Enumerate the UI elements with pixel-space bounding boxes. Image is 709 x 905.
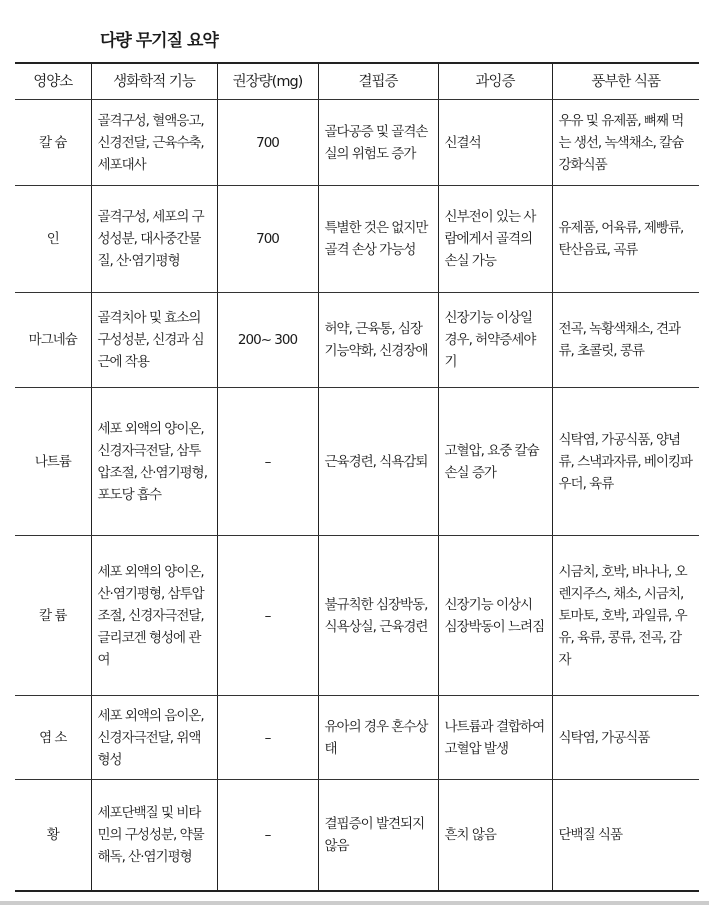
cell-foods: 유제품, 어육류, 제빵류, 탄산음료, 곡류 xyxy=(552,186,699,293)
cell-foods: 식탁염, 가공식품 xyxy=(552,696,699,780)
cell-recommended: – xyxy=(217,696,318,780)
cell-function: 세포 외액의 음이온, 신경자극전달, 위액형성 xyxy=(91,696,217,780)
cell-foods: 시금치, 호박, 바나나, 오렌지주스, 채소, 시금치, 토마토, 호박, 과일류, 우유, 육류, 콩류, 전곡, 감자 xyxy=(552,536,699,696)
header-nutrient: 영양소 xyxy=(15,63,91,100)
cell-nutrient: 인 xyxy=(15,186,91,293)
cell-nutrient: 칼 륨 xyxy=(15,536,91,696)
cell-recommended: – xyxy=(217,388,318,536)
cell-foods: 전곡, 녹황색채소, 견과류, 초콜릿, 콩류 xyxy=(552,293,699,388)
cell-recommended: 200~ 300 xyxy=(217,293,318,388)
header-deficiency: 결핍증 xyxy=(318,63,438,100)
header-recommended: 권장량(mg) xyxy=(217,63,318,100)
table-row xyxy=(15,388,699,536)
cell-foods: 우유 및 유제품, 뼈째 먹는 생선, 녹색채소, 칼슘강화식품 xyxy=(552,100,699,186)
table-row xyxy=(15,100,699,186)
cell-deficiency: 근육경련, 식욕감퇴 xyxy=(318,388,438,536)
cell-excess: 신장기능 이상일 경우, 허약증세야기 xyxy=(438,293,552,388)
cell-excess: 고혈압, 요중 칼슘 손실 증가 xyxy=(438,388,552,536)
cell-function: 골격구성, 세포의 구성성분, 대사중간물질, 산·염기평형 xyxy=(91,186,217,293)
cell-recommended: 700 xyxy=(217,100,318,186)
cell-excess: 신장기능 이상시 심장박동이 느려짐 xyxy=(438,536,552,696)
table-header-row xyxy=(15,63,699,100)
header-excess: 과잉증 xyxy=(438,63,552,100)
page-bottom-edge xyxy=(0,901,709,905)
cell-deficiency: 허약, 근육통, 심장기능약화, 신경장애 xyxy=(318,293,438,388)
cell-nutrient: 마그네슘 xyxy=(15,293,91,388)
table-row xyxy=(15,293,699,388)
cell-recommended: 700 xyxy=(217,186,318,293)
cell-excess: 신부전이 있는 사람에게서 골격의 손실 가능 xyxy=(438,186,552,293)
cell-deficiency: 결핍증이 발견되지 않음 xyxy=(318,780,438,891)
cell-function: 세포 외액의 양이온, 신경자극전달, 삼투압조절, 산·염기평형, 포도당 흡수 xyxy=(91,388,217,536)
cell-excess: 나트륨과 결합하여 고혈압 발생 xyxy=(438,696,552,780)
page-title: 다량 무기질 요약 xyxy=(100,31,218,51)
cell-function: 세포단백질 및 비타민의 구성성분, 약물해독, 산·염기평형 xyxy=(91,780,217,891)
cell-nutrient: 염 소 xyxy=(15,696,91,780)
mineral-summary-table xyxy=(15,62,699,892)
cell-deficiency: 불규칙한 심장박동, 식욕상실, 근육경련 xyxy=(318,536,438,696)
cell-deficiency: 특별한 것은 없지만 골격 손상 가능성 xyxy=(318,186,438,293)
cell-foods: 단백질 식품 xyxy=(552,780,699,891)
cell-recommended: – xyxy=(217,536,318,696)
cell-function: 세포 외액의 양이온, 산·염기평형, 삼투압조절, 신경자극전달, 글리코겐 형성에 관여 xyxy=(91,536,217,696)
cell-foods: 식탁염, 가공식품, 양념류, 스낵과자류, 베이킹파우더, 육류 xyxy=(552,388,699,536)
header-foods: 풍부한 식품 xyxy=(552,63,699,100)
cell-function: 골격구성, 혈액응고, 신경전달, 근육수축, 세포대사 xyxy=(91,100,217,186)
header-function: 생화학적 기능 xyxy=(91,63,217,100)
table-row xyxy=(15,186,699,293)
cell-deficiency: 골다공증 및 골격손실의 위험도 증가 xyxy=(318,100,438,186)
cell-function: 골격치아 및 효소의 구성성분, 신경과 심근에 작용 xyxy=(91,293,217,388)
cell-excess: 흔치 않음 xyxy=(438,780,552,891)
cell-excess: 신결석 xyxy=(438,100,552,186)
cell-nutrient: 칼 슘 xyxy=(15,100,91,186)
cell-deficiency: 유아의 경우 혼수상태 xyxy=(318,696,438,780)
cell-nutrient: 나트륨 xyxy=(15,388,91,536)
cell-recommended: – xyxy=(217,780,318,891)
cell-nutrient: 황 xyxy=(15,780,91,891)
table-row xyxy=(15,696,699,780)
table-row xyxy=(15,780,699,891)
table-row xyxy=(15,536,699,696)
